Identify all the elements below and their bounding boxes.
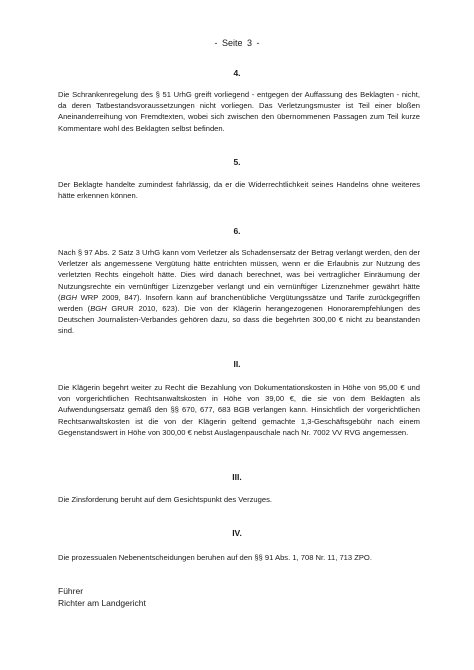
section-heading-iv: IV. — [232, 528, 242, 538]
section-text-4: Die Schrankenregelung des § 51 UrhG greift vorliegend - entgegen der Auffassung des Beklagten - nicht, da deren Tatbestandsvoraussetzungen nicht vorliegen. Das Verletzungsmuster ist Teil einer bloßen Aneinanderreihung von Fremdtexten, wobei sich zwischen den übernommenen Passagen zum Teil kurze Kommentare wohl des Beklagten selbst befinden. — [58, 90, 420, 133]
section-text-iii: Die Zinsforderung beruht auf dem Gesichtspunkt des Verzuges. — [58, 495, 273, 504]
signature-name: Führer — [58, 586, 84, 596]
section-text-6-part-a: Nach § 97 Abs. 2 Satz 3 UrhG kann vom Verletzer als Schadensersatz der Betrag verlangt werden, den der Verletzer als angemessene Vergütung hätte entrichten müssen, wenn er die Erlaubnis zur Nutzung des verletzten Rechts eingeholt hätte. Dies wird danach berechnet, was bei vertraglicher Einräumung der Nutzungsrechte ein vernünftiger Lizenzgeber verlangt und ein vernünftiger Lizenznehmer gewährt hätte ( — [58, 248, 420, 302]
section-heading-iii: III. — [232, 472, 242, 482]
section-text-6-part-c: GRUR 2010, 623). Die von der Klägerin herangezogenen Honorarempfehlungen des Deutschen Journalisten-Verbandes gehören dazu, so dass die begehrten 300,00 € nicht zu beanstanden sind. — [58, 304, 421, 336]
section-heading-4: 4. — [233, 68, 241, 78]
page-number-header: - Seite 3 - — [214, 38, 260, 48]
section-text-6-part-b: WRP 2009, 847). Insofern kann auf branchenübliche Vergütungssätze und Tarife zurückgegriffen werden ( — [58, 292, 420, 314]
signature-title: Richter am Landgericht — [58, 598, 146, 608]
section-text-iv: Die prozessualen Nebenentscheidungen beruhen auf den §§ 91 Abs. 1, 708 Nr. 11, 713 ZPO. — [58, 553, 372, 562]
section-text-5: Der Beklagte handelte zumindest fahrlässig, da er die Widerrechtlichkeit seines Handelns ohne weiteres hätte erkennen können. — [58, 180, 420, 201]
section-heading-6: 6. — [233, 226, 241, 236]
section-text-6 — [58, 247, 420, 337]
section-text-ii: Die Klägerin begehrt weiter zu Recht die Bezahlung von Dokumentationskosten in Höhe von 95,00 € und von vorgerichtlichen Rechtsanwaltskosten in Höhe von 39,00 €, die sie von dem Beklagten als Aufwendungsersatz gemäß den §§ 670, 677, 683 BGB verlangen kann. Hinsichtlich der vorgerichtlichen Rechtsanwaltskosten ist die von der Klägerin geltend gemachte 1,3-Geschäftsgebühr nach einem Gegenstandswert in Höhe von 300,00 € nebst Auslagenpauschale nach Nr. 7002 VV RVG angemessen. — [58, 383, 420, 437]
section-heading-5: 5. — [233, 157, 241, 167]
section-heading-ii: II. — [233, 359, 241, 369]
citation-bgh-1: BGH — [60, 292, 77, 302]
citation-bgh-2: BGH — [90, 304, 107, 314]
